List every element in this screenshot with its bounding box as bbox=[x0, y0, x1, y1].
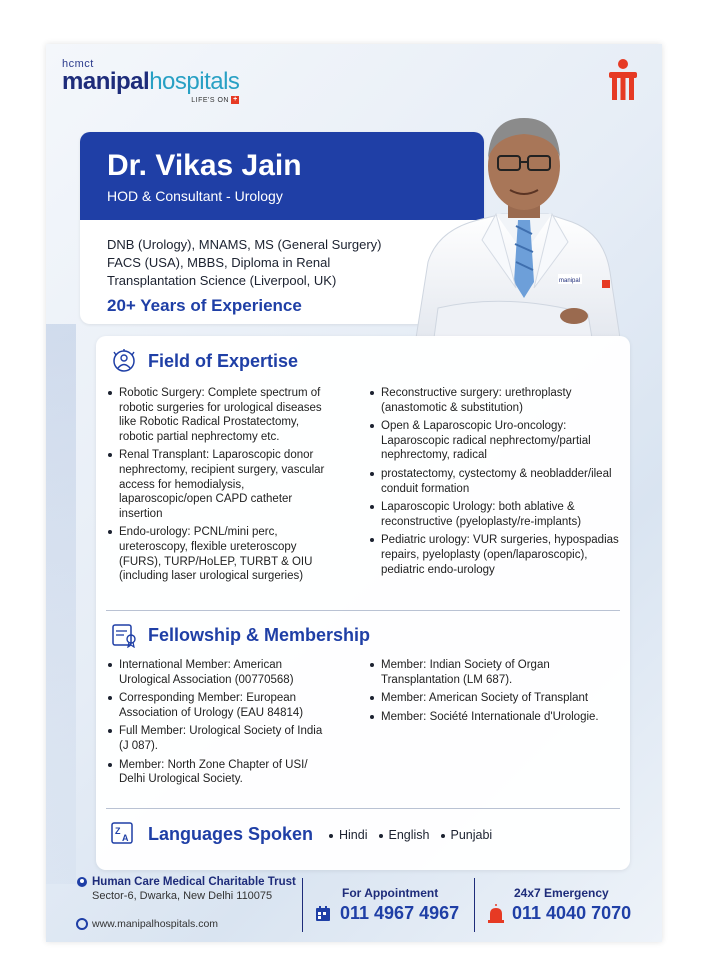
list-item: Laparoscopic Urology: both ablative & reconstructive (pyeloplasty/re-implants) bbox=[368, 500, 620, 529]
appointment-label: For Appointment bbox=[342, 886, 439, 900]
footer-divider bbox=[474, 878, 475, 932]
list-item: Corresponding Member: European Association of Urology (EAU 84814) bbox=[106, 691, 334, 720]
list-item: Robotic Surgery: Complete spectrum of robotic surgeries for urological diseases like Robotic Radical Prostatectomy, robotic partial nephrectomy etc. bbox=[106, 386, 334, 444]
svg-text:Z: Z bbox=[115, 826, 121, 836]
brand-logo bbox=[62, 58, 239, 104]
fellowship-heading bbox=[110, 622, 370, 648]
svg-text:manipal: manipal bbox=[559, 278, 581, 284]
list-item: Pediatric urology: VUR surgeries, hypospadias repairs, pyeloplasty (open/laparoscopic), pediatric endo-urology bbox=[368, 533, 620, 577]
logo-wordmark bbox=[62, 70, 239, 94]
logo-small-text: hcmct bbox=[62, 58, 94, 70]
list-item: prostatectomy, cystectomy & neobladder/ileal conduit formation bbox=[368, 467, 620, 496]
languages-title: Languages Spoken bbox=[148, 823, 314, 844]
fellowship-list-right bbox=[368, 658, 620, 728]
footer bbox=[76, 872, 646, 938]
tagline-text: LIFE'S ON bbox=[191, 96, 229, 104]
language-item: Punjabi bbox=[440, 828, 493, 842]
qualification-line: Transplantation Science (Liverpool, UK) bbox=[107, 273, 337, 288]
list-item: Member: North Zone Chapter of USI/ Delhi Urological Society. bbox=[106, 758, 334, 787]
trust-address: Sector-6, Dwarka, New Delhi 110075 bbox=[92, 890, 273, 902]
siren-icon bbox=[486, 904, 506, 924]
brand-mark-icon bbox=[606, 58, 640, 102]
expertise-list-right bbox=[368, 386, 620, 581]
list-item: Open & Laparoscopic Uro-oncology: Laparoscopic radical nephrectomy/partial nephrectomy, radical bbox=[368, 419, 620, 463]
emergency-block bbox=[486, 886, 631, 924]
doctor-name: Dr. Vikas Jain bbox=[107, 149, 302, 182]
list-item: International Member: American Urological Association (00770568) bbox=[106, 658, 334, 687]
qualification-line: FACS (USA), MBBS, Diploma in Renal bbox=[107, 255, 331, 270]
appointment-block bbox=[314, 886, 459, 924]
flyer bbox=[46, 44, 662, 942]
emergency-number[interactable]: 011 4040 7070 bbox=[512, 903, 632, 923]
languages-heading bbox=[110, 821, 313, 847]
certificate-icon bbox=[110, 622, 138, 648]
logo-tagline bbox=[62, 96, 239, 104]
emergency-phone[interactable] bbox=[486, 903, 631, 924]
section-divider bbox=[106, 808, 620, 809]
fellowship-title: Fellowship & Membership bbox=[148, 624, 371, 645]
website[interactable] bbox=[76, 918, 218, 930]
list-item: Reconstructive surgery: urethroplasty (anastomotic & substitution) bbox=[368, 386, 620, 415]
expertise-list-left bbox=[106, 386, 334, 588]
language-item: Hindi bbox=[328, 828, 368, 842]
logo-light: hospitals bbox=[149, 68, 240, 95]
list-item: Member: Société Internationale d'Urologie. bbox=[368, 710, 620, 725]
trust-name: Human Care Medical Charitable Trust bbox=[92, 876, 296, 888]
fellowship-list-left bbox=[106, 658, 334, 791]
trust-info bbox=[76, 876, 296, 902]
globe-icon bbox=[76, 918, 88, 930]
plus-icon: + bbox=[233, 96, 238, 103]
location-icon bbox=[76, 876, 88, 888]
appointment-number[interactable]: 011 4967 4967 bbox=[340, 903, 460, 923]
website-link[interactable]: www.manipalhospitals.com bbox=[92, 918, 219, 930]
list-item: Full Member: Urological Society of India (J 087). bbox=[106, 724, 334, 753]
expertise-heading bbox=[110, 348, 298, 374]
experience: 20+ Years of Experience bbox=[107, 296, 302, 315]
content-card bbox=[96, 336, 630, 870]
emergency-label: 24x7 Emergency bbox=[514, 886, 609, 900]
qualification-line: DNB (Urology), MNAMS, MS (General Surgery) bbox=[107, 237, 382, 252]
section-divider bbox=[106, 610, 620, 611]
logo-bold: manipal bbox=[62, 68, 150, 95]
expertise-title: Field of Expertise bbox=[148, 350, 299, 371]
svg-text:A: A bbox=[122, 833, 129, 843]
appointment-phone[interactable] bbox=[314, 903, 459, 924]
languages-list bbox=[328, 828, 502, 842]
list-item: Member: Indian Society of Organ Transplantation (LM 687). bbox=[368, 658, 620, 687]
list-item: Endo-urology: PCNL/mini perc, ureteroscopy, flexible ureteroscopy (FURS), TURP/HoLEP, TURBT & OIU (including laser urological surgeries) bbox=[106, 525, 334, 583]
list-item: Member: American Society of Transplant bbox=[368, 691, 620, 706]
doctor-photo bbox=[398, 102, 620, 338]
footer-divider bbox=[302, 878, 303, 932]
translate-icon bbox=[110, 821, 138, 847]
doctor-title: HOD & Consultant - Urology bbox=[107, 188, 283, 204]
list-item: Renal Transplant: Laparoscopic donor nephrectomy, recipient surgery, vascular access for hemodialysis, laparoscopic/open CAPD catheter insertion bbox=[106, 448, 334, 521]
calendar-icon bbox=[314, 904, 334, 924]
language-item: English bbox=[378, 828, 430, 842]
expertise-icon bbox=[110, 348, 138, 374]
